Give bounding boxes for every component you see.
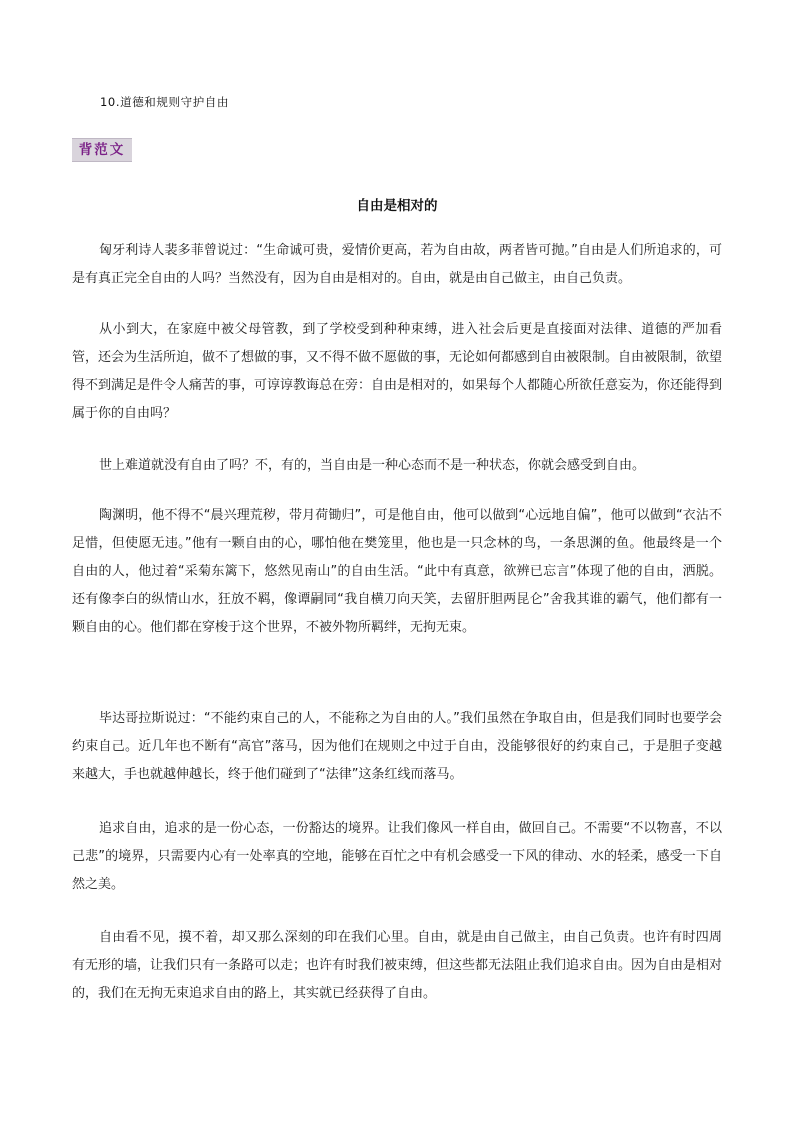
essay-paragraph-5: 毕达哥拉斯说过：“不能约束自己的人，不能称之为自由的人。”我们虽然在争取自由，但是我们同时也要学会约束自己。近几年也不断有“高官”落马，因为他们在规则之中过于自由，没能够很好的约束自己，于是胆子变越来越大，手也就越伸越长，终于他们碰到了“法律”这条红线而落马。 <box>72 711 722 782</box>
essay-paragraph-2: 从小到大，在家庭中被父母管教，到了学校受到种种束缚，进入社会后更是直接面对法律、道德的严加看管，还会为生活所迫，做不了想做的事，又不得不做不愿做的事，无论如何都感到自由被限制。自由被限制，欲望得不到满足是件令人痛苦的事，可谆谆教诲总在旁：自由是相对的，如果每个人都随心所欲任意妄为，你还能得到属于你的自由吗？ <box>72 322 723 421</box>
badge-label: 背范文 <box>78 142 126 158</box>
essay-paragraph-6: 追求自由，追求的是一份心态，一份豁达的境界。让我们像风一样自由，做回自己。不需要“不以物喜，不以己悲”的境界，只需要内心有一处率真的空地，能够在百忙之中有机会感受一下风的律动、水的轻柔，感受一下自然之美。 <box>72 821 722 892</box>
essay-title: 自由是相对的 <box>356 198 438 214</box>
section-heading: 10.道德和规则守护自由 <box>100 95 229 109</box>
essay-paragraph-4: 陶渊明，他不得不“晨兴理荒秽，带月荷锄归”，可是他自由，他可以做到“心远地自偏”，他可以做到“衣沾不足惜，但使愿无违。”他有一颗自由的心，哪怕他在樊笼里，他也是一只念林的鸟，一条思渊的鱼。他最终是一个自由的人，他过着“采菊东篱下，悠然见南山”的自由生活。“此中有真意，欲辨已忘言”体现了他的自由，洒脱。还有像李白的纵情山水，狂放不羁，像谭嗣同“我自横刀向天笑，去留肝胆两昆仑”舍我其谁的霸气，他们都有一颗自由的心。他们都在穿梭于这个世界，不被外物所羁绊，无拘无束。 <box>72 508 722 635</box>
essay-paragraph-7: 自由看不见，摸不着，却又那么深刻的印在我们心里。自由，就是由自己做主，由自己负责。也许有时四周有无形的墙，让我们只有一条路可以走；也许有时我们被束缚，但这些都无法阻止我们追求自由。因为自由是相对的，我们在无拘无束追求自由的路上，其实就已经获得了自由。 <box>72 930 723 1001</box>
model-essay-badge <box>72 138 132 162</box>
essay-paragraph-1: 匈牙利诗人裴多菲曾说过：“生命诚可贵，爱情价更高，若为自由故，两者皆可抛。”自由是人们所追求的，可是有真正完全自由的人吗？当然没有，因为自由是相对的。自由，就是由自己做主，由自己负责。 <box>72 243 722 286</box>
essay-paragraph-3: 世上难道就没有自由了吗？不，有的，当自由是一种心态而不是一种状态，你就会感受到自由。 <box>99 458 646 473</box>
